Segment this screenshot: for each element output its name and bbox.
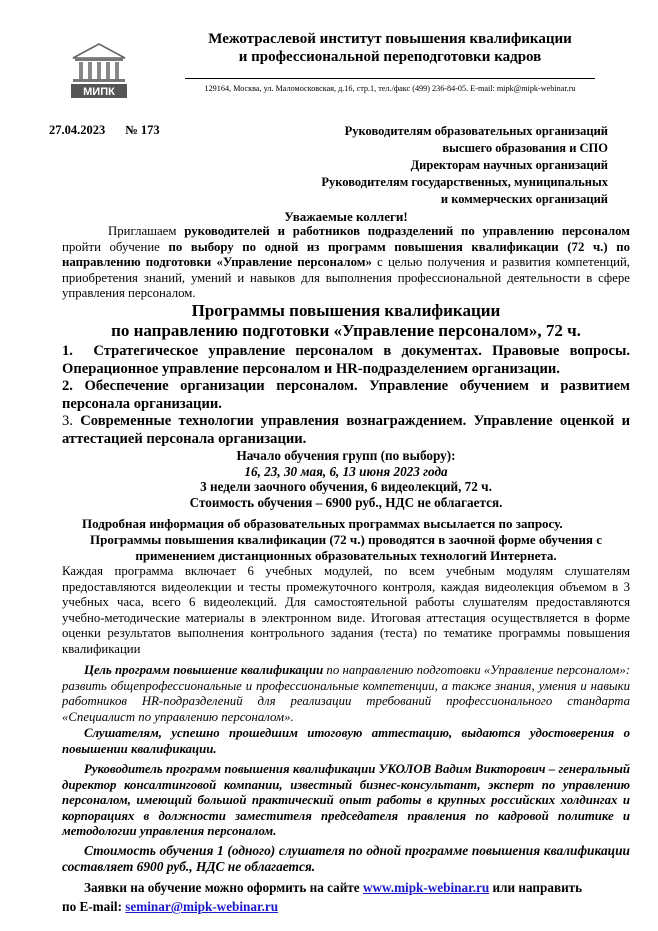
program-item: 3. Современные технологии управления вознаграждением. Управление оценкой и аттестацией персонала организации.	[62, 413, 631, 447]
more-info: Подробная информация об образовательных программах высылается по запросу.	[82, 516, 563, 531]
letter-number: № 173	[125, 123, 160, 137]
cost-note: Стоимость обучения 1 (одного) слушателя по одной программе повышения квалификации составляет 6900 руб., НДС не облагается.	[62, 843, 630, 874]
institute-logo	[69, 42, 129, 100]
apply-info: Заявки на обучение можно оформить на сайте www.mipk-webinar.ru или направить по E-mail: seminar@mipk-webinar.ru	[62, 880, 583, 914]
schedule	[62, 448, 630, 510]
study-price: Стоимость обучения – 6900 руб., НДС не облагается.	[189, 494, 503, 510]
institute-name: Межотраслевой институт повышения квалификации и профессиональной переподготовки кадров	[208, 31, 572, 65]
start-dates: 16, 23, 30 мая, 6, 13 июня 2023 года	[244, 463, 448, 479]
header-divider	[185, 78, 595, 79]
program-item: 2. Обеспечение организации персоналом. Управление обучением и развитием персонала организации.	[62, 378, 630, 412]
programs-list	[62, 343, 630, 449]
letter-date-number	[49, 123, 180, 138]
recipients	[298, 123, 608, 208]
recipient-line: высшего образования и СПО	[442, 141, 608, 155]
institute-address: 129164, Москва, ул. Маломосковская, д.16, стр.1, тел./факс (499) 236-84-05. E-mail: mipk@mipk-webinar.ru	[204, 84, 576, 93]
intro-paragraph: Приглашаем руководителей и работников подразделений по управлению персоналом пройти обучение по выбору по одной из программ повышения квалификации (72 ч.) по направлению подготовки «Управление персоналом» с целью получения и развития компетенций, приобретения знаний, умений и навыков для выполнения профессиональной деятельности в сфере управления персоналом.	[62, 224, 631, 300]
start-label: Начало обучения групп (по выбору):	[236, 448, 456, 463]
graduates-note: Слушателям, успешно прошедшим итоговую аттестацию, выдаются удостоверения о повышении квалификации.	[62, 726, 630, 756]
programs-goal: Цель программ повышение квалификации по направлению подготовки «Управление персоналом»: развить общепрофессиональные и профессиональные компетенции, а также знания, умения и навыки работников HR-подразделений для реализации требований профессионального стандарта «Специалист по управлению персоналом».	[62, 663, 630, 724]
program-description: Каждая программа включает 6 учебных модулей, по всем учебным модулям слушателям предоставляются видеолекции и тесты промежуточного контроля, каждая видеолекция объемом в 3 учебных часа, всего 6 видеолекций. Для самостоятельной работы слушателям предоставляются учебно-методические материалы в электронном виде. Итоговая аттестация осуществляется в форме оценки результатов выполнения контрольного задания (теста) по тематике программы повышения квалификации	[62, 564, 630, 656]
program-head: Руководитель программ повышения квалификации УКОЛОВ Вадим Викторович – генеральный директор консалтинговой компании, известный бизнес-консультант, эксперт по управлению персоналом, имеющий большой практический опыт работы в крупных российских холдингах и корпорациях в должности заместителя председателя правления по кадровой политике и методологии управления персоналом.	[62, 762, 630, 839]
greeting: Уважаемые коллеги!	[284, 209, 408, 224]
recipient-line: Руководителям образовательных организаций	[344, 124, 608, 138]
recipient-line: Руководителям государственных, муниципальных	[321, 175, 608, 189]
logo-text: МИПК	[83, 86, 115, 98]
email-link[interactable]: seminar@mipk-webinar.ru	[125, 899, 279, 914]
recipient-line: Директорам научных организаций	[410, 158, 608, 172]
letter-date: 27.04.2023	[49, 123, 106, 137]
programs-subtitle: по направлению подготовки «Управление персоналом», 72 ч.	[111, 321, 581, 340]
recipient-line: и коммерческих организаций	[440, 192, 608, 206]
program-item: 1. Стратегическое управление персоналом в документах. Правовые вопросы. Операционное управление персоналом и HR-подразделением организации.	[62, 343, 630, 377]
programs-title: Программы повышения квалификации	[191, 301, 501, 320]
site-link[interactable]: www.mipk-webinar.ru	[362, 880, 490, 895]
study-format: 3 недели заочного обучения, 6 видеолекций, 72 ч.	[200, 479, 492, 495]
distance-note: Программы повышения квалификации (72 ч.) проводятся в заочной форме обучения с применением дистанционных образовательных технологий Интернета.	[89, 532, 602, 563]
